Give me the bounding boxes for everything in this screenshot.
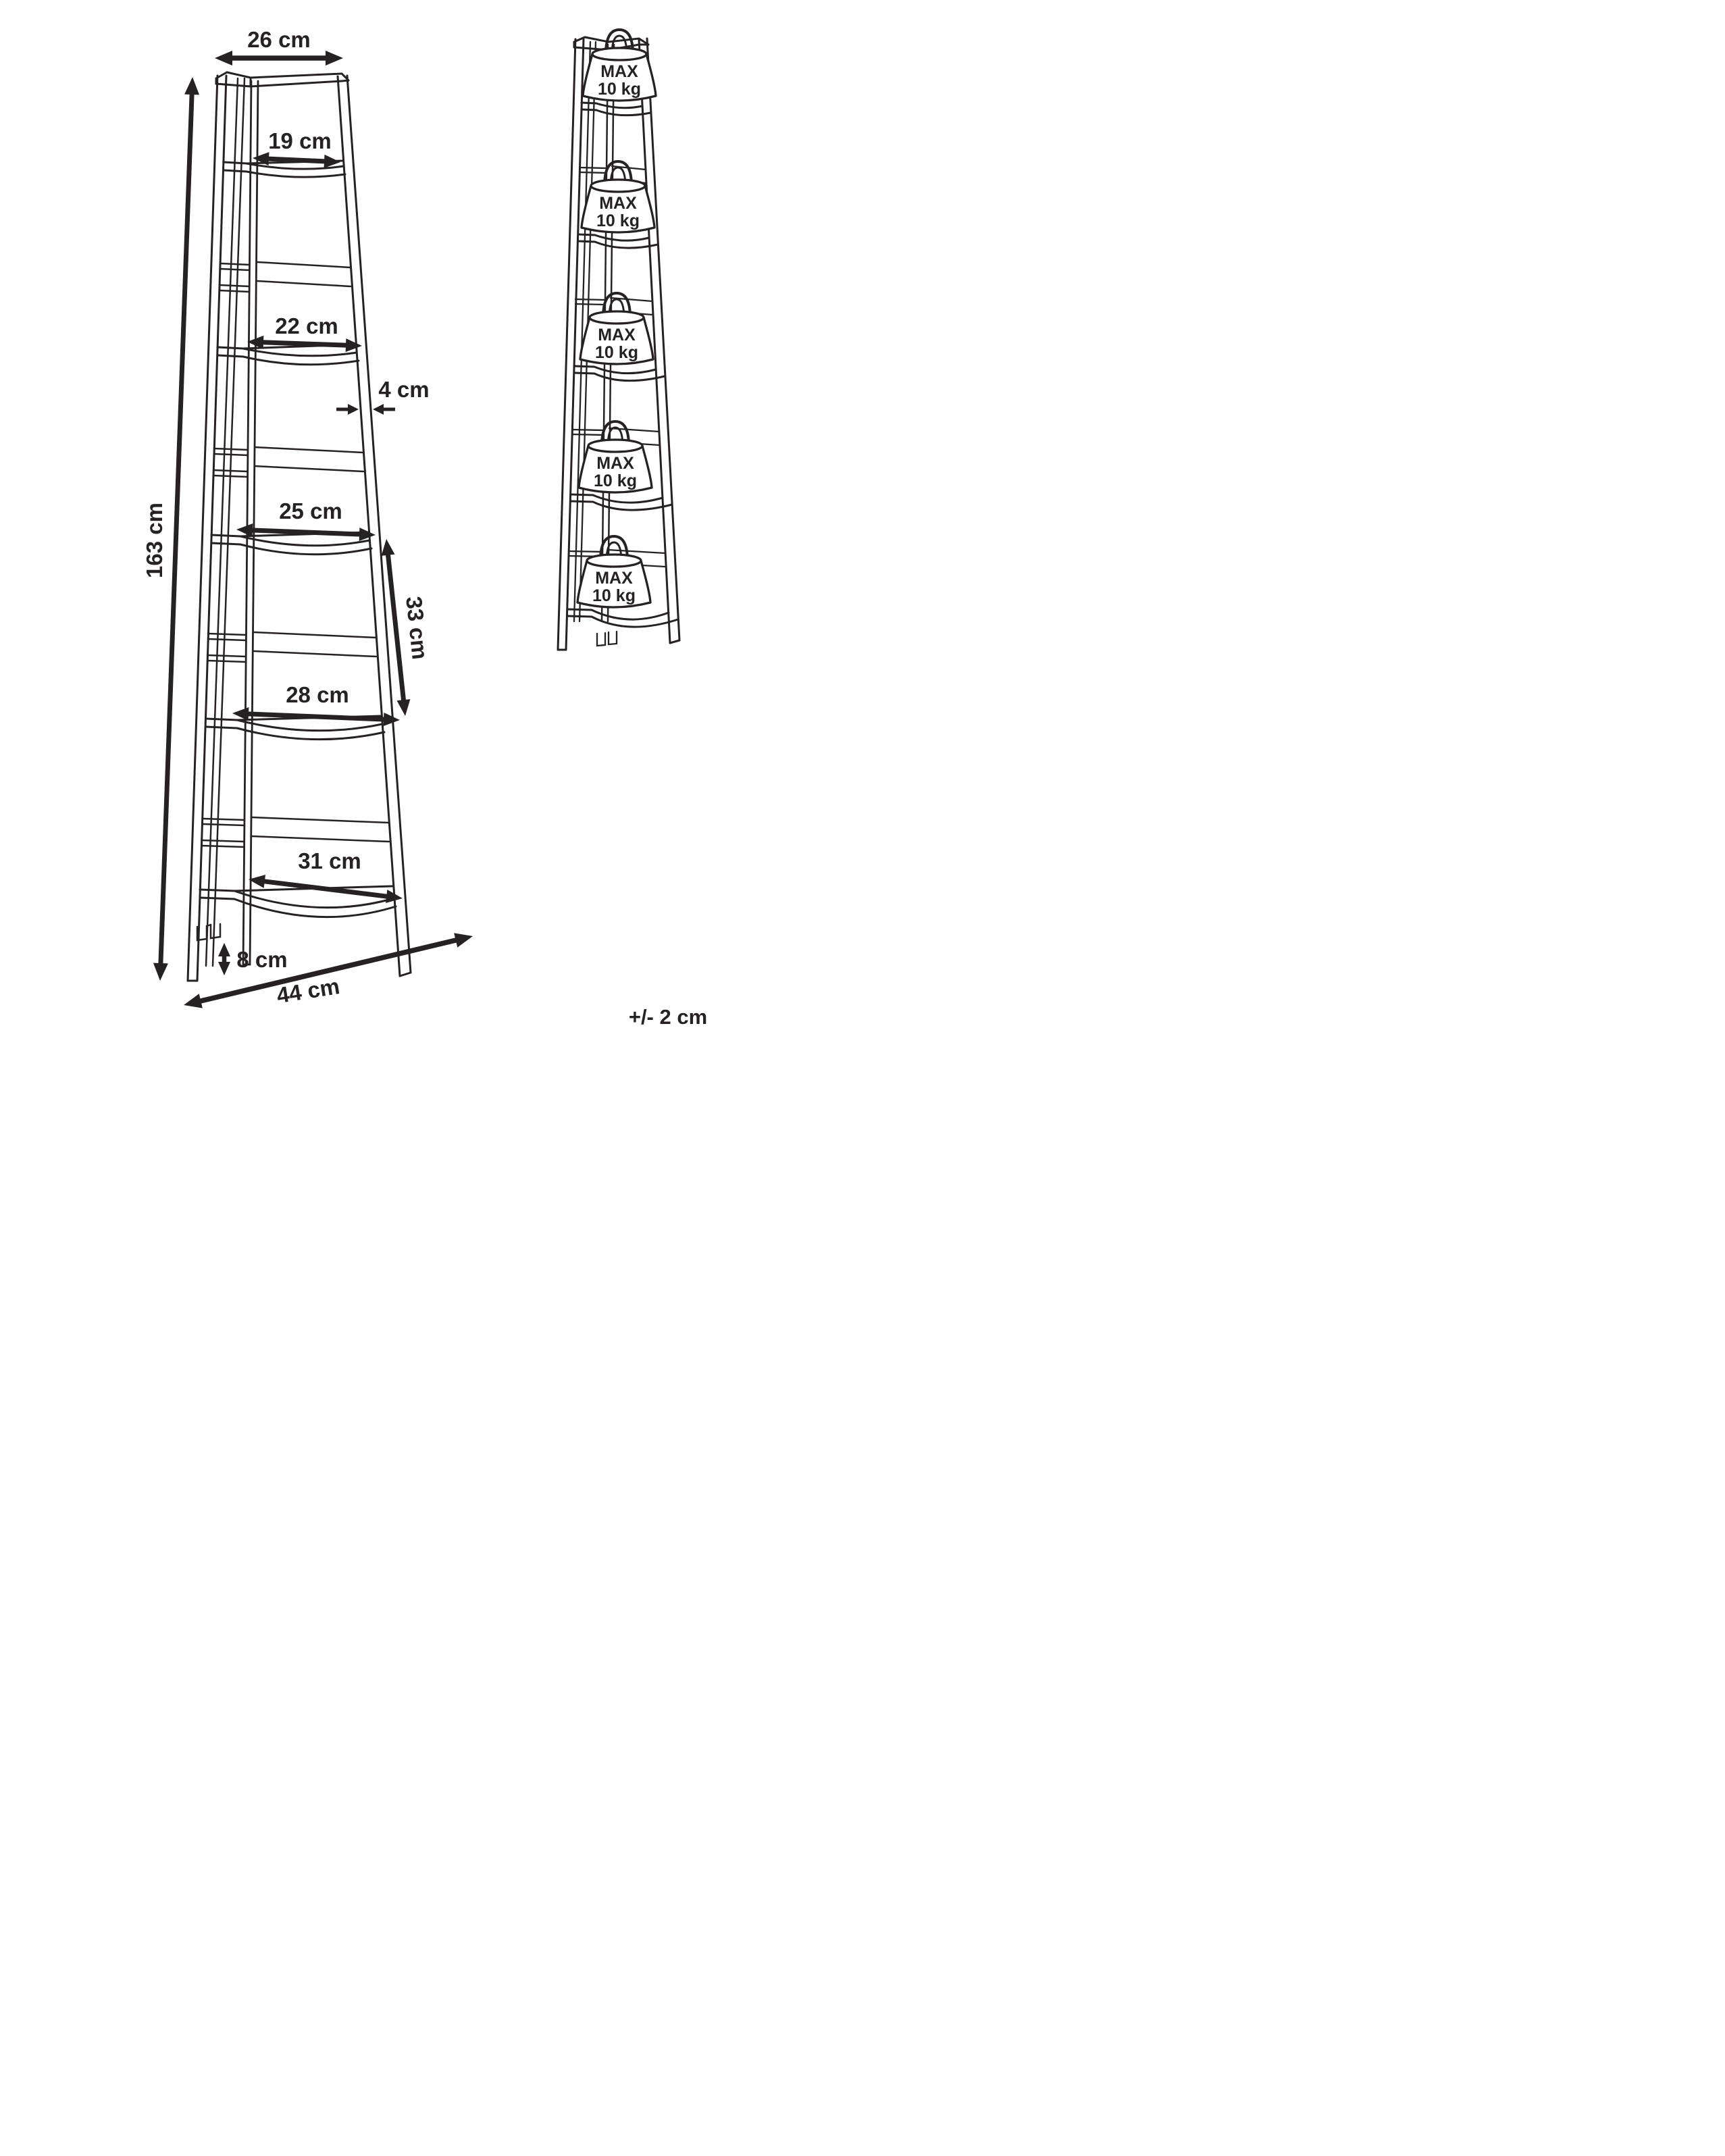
dimension-labels [142, 27, 433, 1008]
weight-1-max-label: MAX [600, 62, 638, 81]
shelf-5-width-label: 31 cm [298, 848, 361, 873]
weight-4-kg-label: 10 kg [594, 471, 637, 490]
frame-thickness-label: 4 cm [378, 377, 430, 402]
shelf-2 [217, 344, 359, 365]
arrowhead [382, 539, 395, 556]
dimension-line [249, 530, 363, 535]
arrowhead [184, 994, 203, 1008]
shelf-2-width-label: 22 cm [275, 313, 338, 338]
weight-3-max-label: MAX [598, 326, 636, 344]
load-weights [577, 30, 656, 607]
arrowhead [326, 51, 343, 66]
weight-3-kg-label: 10 kg [595, 343, 638, 362]
load-center-feet [597, 632, 617, 646]
weight-2-kg-label: 10 kg [596, 211, 640, 230]
center-feet [197, 924, 220, 940]
arrowhead [232, 707, 249, 721]
shelf-1-width-label: 19 cm [268, 128, 332, 153]
dimension-view-drawing [188, 72, 411, 981]
arrowhead [346, 338, 362, 352]
foot-height-label: 8 cm [236, 947, 288, 972]
arrowhead [218, 962, 230, 975]
diagram-page [0, 0, 835, 1044]
arrowhead [359, 528, 376, 541]
arrowhead [236, 523, 253, 537]
arrowhead [218, 943, 230, 956]
arrowhead [215, 51, 232, 66]
load-labels [592, 62, 641, 605]
arrowhead [454, 933, 473, 947]
weight-4-max-label: MAX [596, 454, 634, 473]
dimension-line [265, 159, 328, 161]
arrowhead [153, 963, 168, 981]
base-width-label: 44 cm [275, 973, 342, 1008]
arrowhead [184, 77, 199, 95]
top-cap [216, 72, 349, 86]
dimension-line [259, 342, 350, 346]
load-left-leg [558, 39, 584, 650]
corner-shelf-dimension-diagram [0, 0, 835, 1044]
weight-2-max-label: MAX [599, 194, 637, 213]
shelf-5 [200, 886, 396, 917]
top-width-label: 26 cm [247, 27, 311, 52]
weight-5-max-label: MAX [595, 569, 633, 588]
weight-5-kg-label: 10 kg [592, 586, 636, 605]
arrowhead [373, 404, 384, 415]
center-post [243, 81, 258, 965]
arrowhead [348, 404, 359, 415]
shelf-4-width-label: 28 cm [286, 682, 349, 707]
weight-1-kg-label: 10 kg [598, 80, 641, 99]
tolerance-note: +/- 2 cm [628, 1005, 708, 1029]
arrowhead [397, 699, 411, 716]
overall-height-label: 163 cm [142, 503, 167, 578]
shelf-3-width-label: 25 cm [279, 498, 342, 523]
shelf-gap-label: 33 cm [401, 595, 433, 661]
